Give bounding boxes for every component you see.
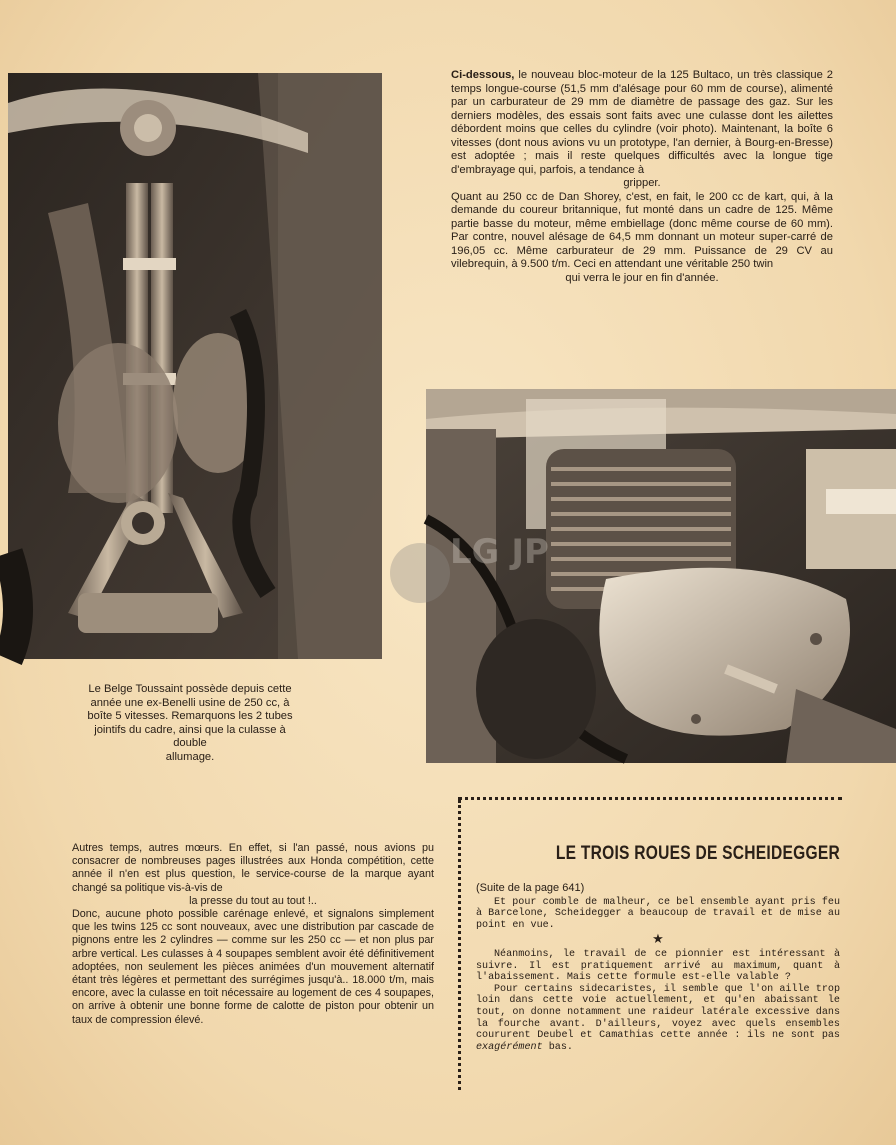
box-paragraph-2: Néanmoins, le travail de ce pionnier est intéressant à suivre. Il est pratiquement arrivé au maximum, quant à l'abaissement. Mais cette formule est-elle valable ? <box>476 948 840 984</box>
star-icon: ★ <box>652 932 664 948</box>
box-paragraph-3 <box>476 984 840 1054</box>
watermark-logo <box>380 518 549 628</box>
intro-para1-text: le nouveau bloc-moteur de la 125 Bultaco, un très classique 2 temps longue-course (51,5 mm d'alésage pour 60 mm de course), alimenté par un carburateur de 29 mm de diamètre de passage des gaz. Sur les derniers modèles, des essais sont faits avec une culasse dont les ailettes débordent moins que celles du cylindre (voir photo). Maintenant, la boîte 6 vitesses (dont nous avions vu un prototype, l'an dernier, à Bourg-en-Bresse) est adoptée ; mais il reste quelques difficultés avec la longue tige d'embrayage qui, parfois, a tendance à <box>451 69 834 176</box>
honda-para1-end: la presse du tout au tout !.. <box>189 894 317 907</box>
honda-paragraph-2: Donc, aucune photo possible carénage enlevé, et signalons simplement que les twins 125 cc sont nouveaux, avec une distribution par cascade de pignons entre les 2 cylindres — comme sur les 250 cc — et non plus par arbre vertical. Les culasses à 4 soupapes semblent avoir été définitivement adoptées, non seulement les pièces animées d'un mouvement alternatif étant très légères et permettant des surrégimes jusqu'à.. 18.000 t/m, mais encore, avec la culasse en toit nécessaire au logement de ces 4 soupapes, on arrive à obtenir une bonne forme de calotte de piston pour obtenir un taux de compression élevé. <box>72 908 434 1026</box>
intro-para1-end: gripper. <box>623 177 661 189</box>
intro-paragraph-2: Quant au 250 cc de Dan Shorey, c'est, en fait, le 200 cc de kart, qui, à la demande du coureur britannique, fut monté dans un cadre de 125. Même partie basse du moteur, même embiellage (donc même course de 60 mm). Par contre, nouvel alésage de 64,5 mm donnant un moteur super-carré de 196,05 cc. Même carburateur de 29 mm. Puissance de 29 CV au vilebrequin, à 9.500 t/m. Ceci en attendant une véritable 250 twin <box>451 190 833 270</box>
honda-paragraph-1: Autres temps, autres mœurs. En effet, si l'an passé, nous avions pu consacrer de nombreuses pages illustrées aux Honda compétition, cette année il n'en est plus question, le service-course de la marque ayant changé sa politique vis-à-vis de <box>72 842 434 894</box>
intro-para2-end: qui verra le jour en fin d'année. <box>565 271 719 284</box>
box-para3-emphasis: exagérément <box>476 1041 543 1053</box>
caption-text: Le Belge Toussaint possède depuis cette année une ex-Benelli usine de 250 cc, à boîte 5 vitesses. Remarquons les 2 tubes jointifs du cadre, ainsi que la culasse à double <box>87 683 293 750</box>
honda-article-text <box>72 842 434 1027</box>
scheidegger-article-text <box>476 883 840 1053</box>
box-para3-end: bas. <box>548 1041 573 1053</box>
intro-article-text <box>451 69 833 285</box>
box-top-border <box>458 797 842 800</box>
caption-end: allumage. <box>165 750 215 763</box>
box-para3-text: Pour certains sidecaristes, il semble que l'on aille trop loin dans cette voie actuellement, et qu'en abaissant le tout, on donne notamment une raideur latérale excessive dans la fourche avant. D'ailleurs, voyez avec quels ensembles coururent Deubel et Camathias cette année : ils ne sont pas <box>476 983 840 1042</box>
box-suite: (Suite de la page 641) <box>476 882 585 894</box>
box-title: LE TROIS ROUES DE SCHEIDEGGER <box>555 843 840 864</box>
watermark-text: LG JP <box>450 532 549 572</box>
intro-lead: Ci-dessous, <box>451 69 515 81</box>
photo-benelli-top-view <box>8 73 382 659</box>
box-paragraph-1: Et pour comble de malheur, ce bel ensemble ayant pris feu à Barcelone, Scheidegger a beaucoup de travail et de mise au point en vue. <box>476 896 840 931</box>
photo-caption <box>78 683 302 765</box>
box-left-border <box>458 800 461 1090</box>
intro-paragraph-1 <box>451 69 833 177</box>
